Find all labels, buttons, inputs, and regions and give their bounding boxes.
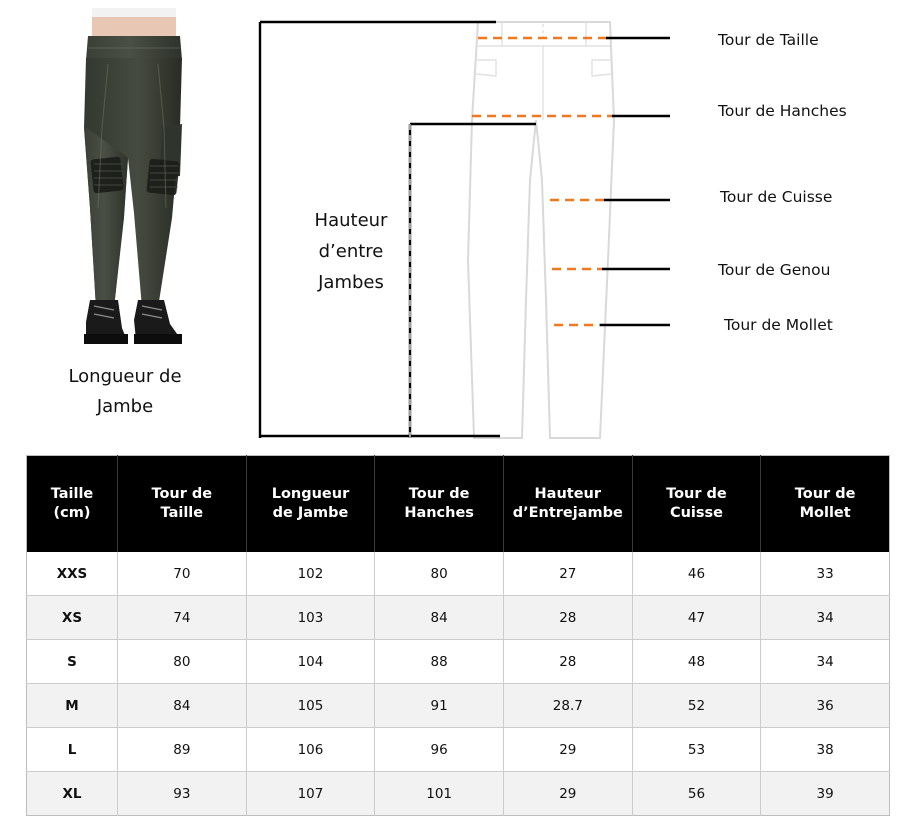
table-cell: 56 [632, 772, 761, 816]
header-line: Taille [160, 505, 204, 521]
header-line: Tour de [151, 486, 213, 502]
table-cell: 34 [761, 640, 890, 684]
leg-length-caption-line1: Longueur de [68, 366, 182, 387]
header-line: Tour de [794, 486, 856, 502]
table-cell: 47 [632, 596, 761, 640]
table-cell: 107 [246, 772, 375, 816]
table-cell: 103 [246, 596, 375, 640]
table-cell: 102 [246, 552, 375, 596]
header-line: Tour de [666, 486, 727, 502]
table-cell: 88 [375, 640, 504, 684]
table-cell-size: XL [27, 772, 118, 816]
table-cell: 106 [246, 728, 375, 772]
table-cell: 36 [761, 684, 890, 728]
table-cell: 52 [632, 684, 761, 728]
table-cell-size: L [27, 728, 118, 772]
table-cell: 53 [632, 728, 761, 772]
callout-label-waist: Tour de Taille [718, 31, 819, 49]
table-cell: 28.7 [503, 684, 632, 728]
table-cell: 48 [632, 640, 761, 684]
inseam-label-line2: d’entre [318, 241, 384, 262]
header-line: Tour de [408, 486, 470, 502]
table-header-cell [118, 456, 247, 553]
table-cell: 84 [375, 596, 504, 640]
inseam-label-line1: Hauteur [314, 210, 388, 231]
header-line: Cuisse [669, 505, 723, 521]
table-cell: 39 [761, 772, 890, 816]
table-cell: 84 [118, 684, 247, 728]
table-cell: 93 [118, 772, 247, 816]
table-row [27, 772, 890, 816]
table-row [27, 728, 890, 772]
table-row [27, 640, 890, 684]
table-cell: 28 [503, 640, 632, 684]
table-cell-size: XXS [27, 552, 118, 596]
table-header-cell [375, 456, 504, 553]
table-cell: 29 [503, 728, 632, 772]
table-cell: 38 [761, 728, 890, 772]
table-cell: 28 [503, 596, 632, 640]
table-row [27, 596, 890, 640]
table-header-cell [503, 456, 632, 553]
trousers-photo-image [30, 8, 240, 348]
leg-length-caption-line2: Jambe [96, 396, 154, 417]
inseam-label-line3: Jambes [318, 272, 384, 293]
table-cell: 80 [375, 552, 504, 596]
table-header-cell [761, 456, 890, 553]
table-cell-size: XS [27, 596, 118, 640]
table-cell: 91 [375, 684, 504, 728]
inseam-label [296, 205, 406, 298]
table-cell: 80 [118, 640, 247, 684]
table-row [27, 552, 890, 596]
table-cell: 27 [503, 552, 632, 596]
callout-label-calf: Tour de Mollet [724, 316, 833, 334]
table-cell: 46 [632, 552, 761, 596]
table-cell: 96 [375, 728, 504, 772]
header-line: de Jambe [272, 505, 349, 521]
table-header-cell [27, 456, 118, 553]
table-cell: 70 [118, 552, 247, 596]
header-line: Mollet [799, 505, 851, 521]
trousers-photo [30, 8, 240, 348]
table-cell-size: M [27, 684, 118, 728]
callout-label-knee: Tour de Genou [718, 261, 831, 279]
table-cell: 105 [246, 684, 375, 728]
header-line: Taille [50, 486, 94, 502]
table-cell: 104 [246, 640, 375, 684]
table-cell: 33 [761, 552, 890, 596]
table-header-cell [246, 456, 375, 553]
table-header-row [27, 456, 890, 553]
table-row [27, 684, 890, 728]
header-line: Longueur [271, 486, 350, 502]
header-line: d’Entrejambe [512, 505, 623, 521]
header-line: Hauteur [534, 486, 602, 502]
table-header-cell [632, 456, 761, 553]
callout-label-thigh: Tour de Cuisse [720, 188, 833, 206]
header-line: (cm) [53, 505, 91, 521]
callout-label-hips: Tour de Hanches [718, 102, 847, 120]
table-cell: 89 [118, 728, 247, 772]
size-chart-table [26, 455, 890, 816]
header-line: Hanches [404, 505, 474, 521]
table-cell: 29 [503, 772, 632, 816]
leg-length-caption [10, 362, 240, 422]
table-cell: 74 [118, 596, 247, 640]
table-cell: 34 [761, 596, 890, 640]
table-cell: 101 [375, 772, 504, 816]
table-cell-size: S [27, 640, 118, 684]
